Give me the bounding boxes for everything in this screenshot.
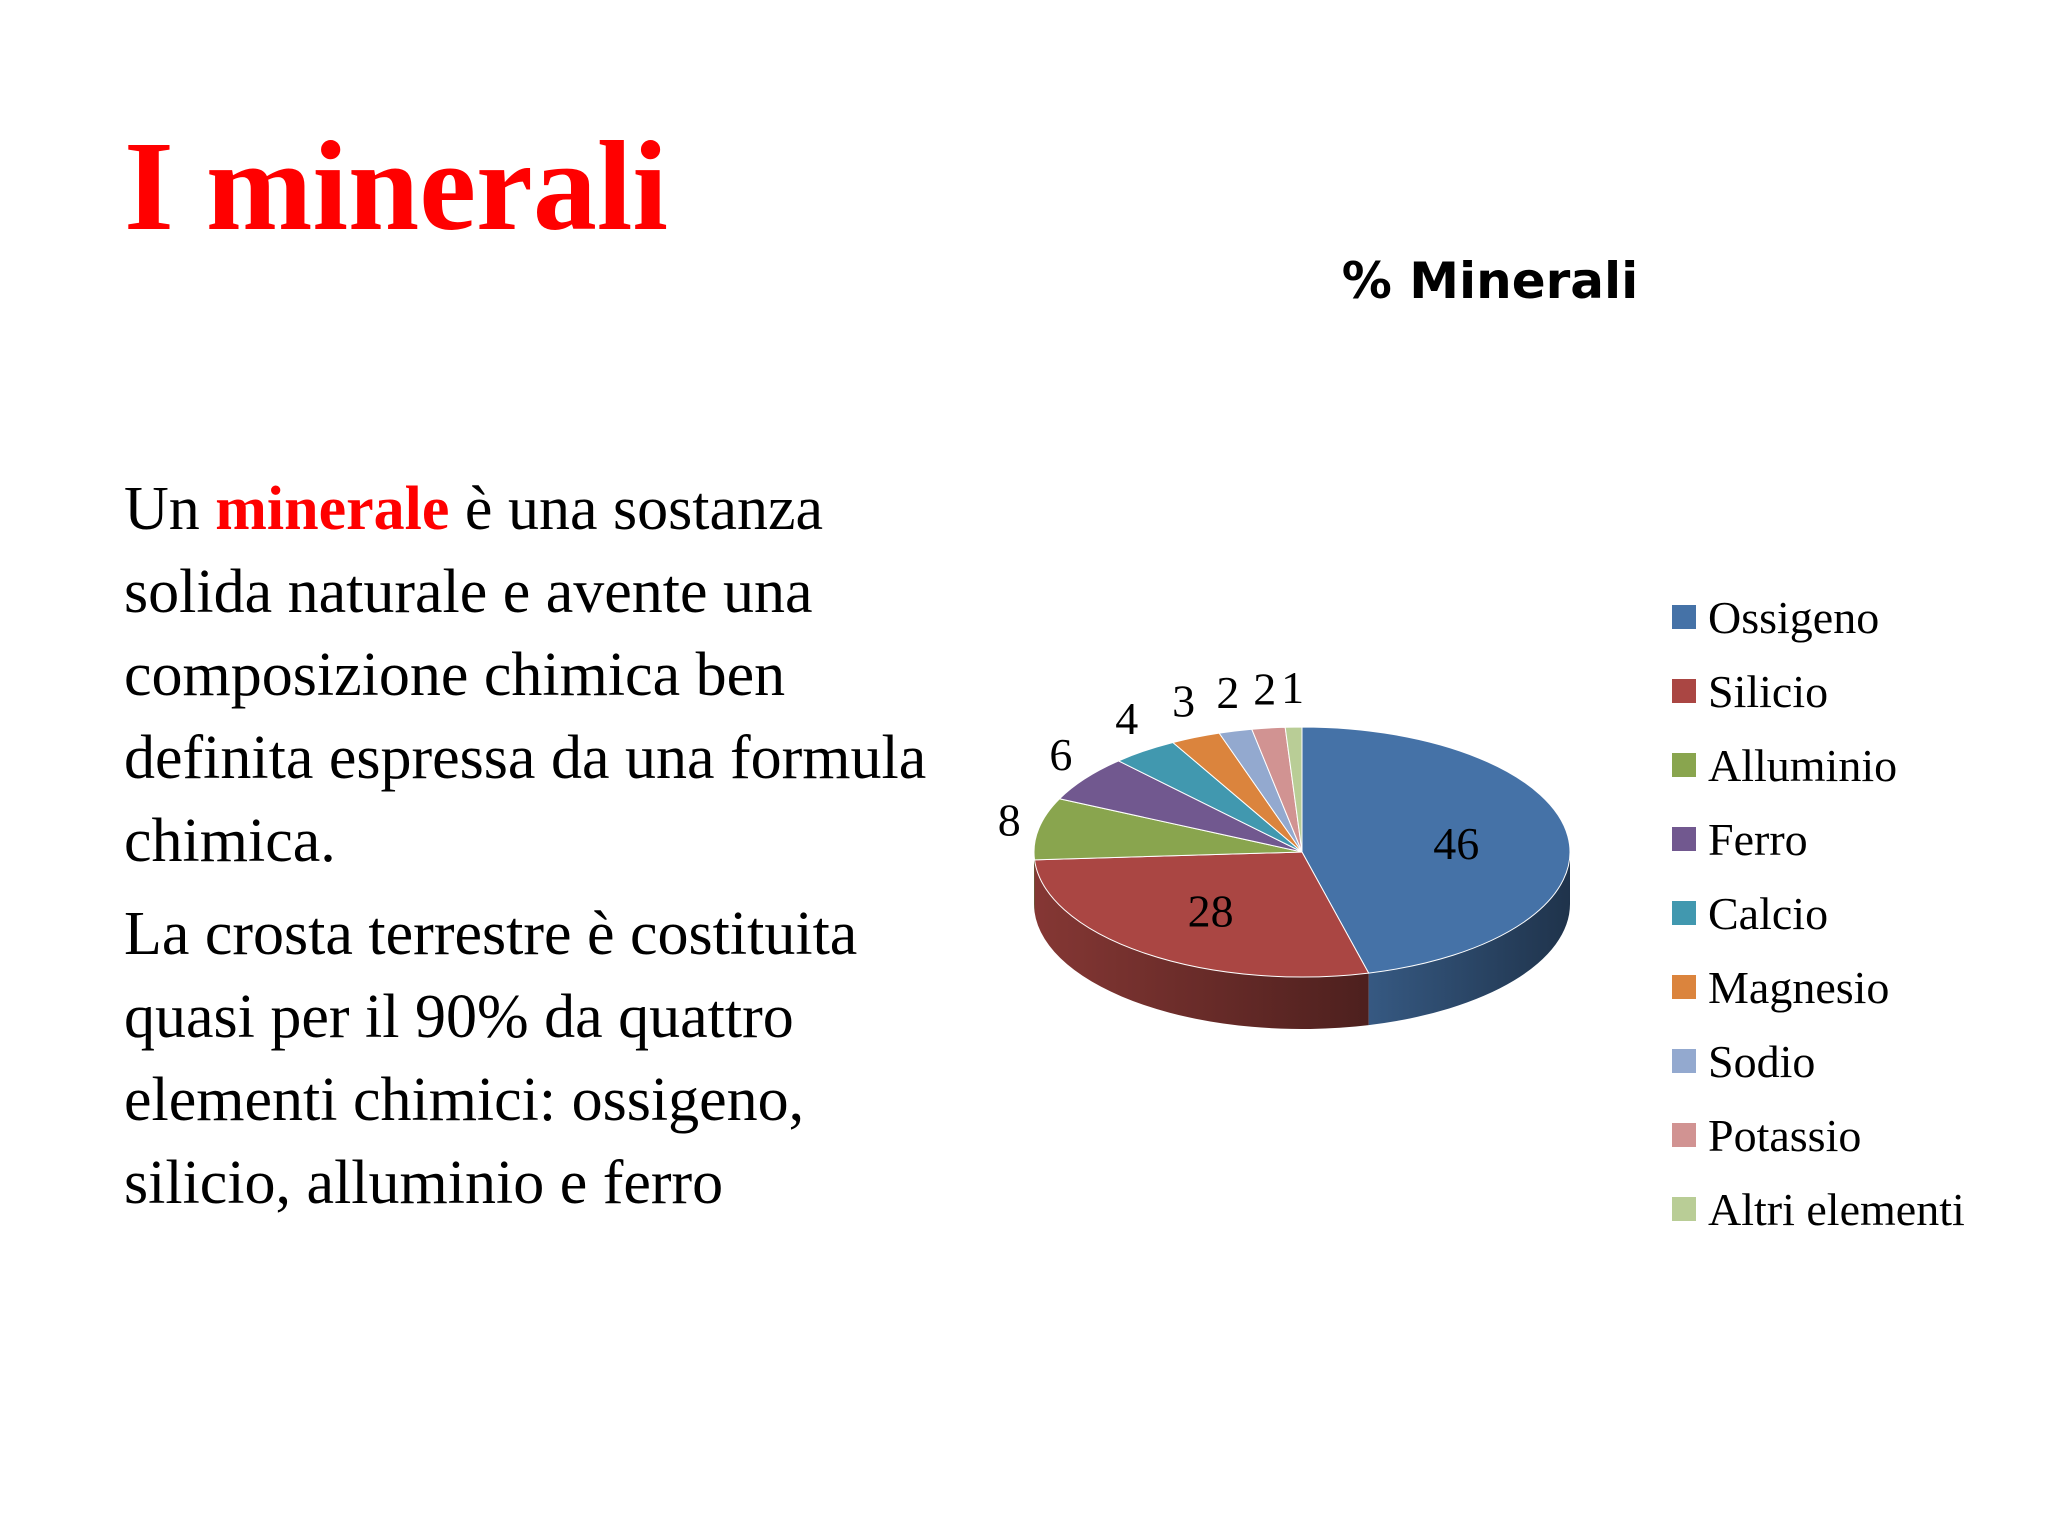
legend-item-calcio	[1672, 876, 1965, 950]
legend-swatch	[1672, 1123, 1696, 1147]
legend-swatch	[1672, 605, 1696, 629]
legend-item-altri-elementi	[1672, 1172, 1965, 1246]
para1-pre: Un	[124, 475, 216, 543]
legend-label: Sodio	[1708, 1035, 1816, 1087]
legend-swatch	[1672, 1197, 1696, 1221]
legend-swatch	[1672, 901, 1696, 925]
legend-item-magnesio	[1672, 950, 1965, 1024]
paragraph-crust: La crosta terrestre è costituita quasi per il 90% da quattro elementi chimici: ossigeno, silicio, alluminio e ferro	[124, 900, 858, 1217]
legend-label: Ossigeno	[1708, 591, 1880, 643]
legend-label: Magnesio	[1708, 961, 1890, 1013]
legend-label: Alluminio	[1708, 739, 1898, 791]
legend-item-ossigeno	[1672, 580, 1965, 654]
legend-swatch	[1672, 827, 1696, 851]
legend-swatch	[1672, 975, 1696, 999]
legend-label: Calcio	[1708, 887, 1829, 939]
legend-item-sodio	[1672, 1024, 1965, 1098]
chart-title: % Minerali	[1341, 252, 1639, 310]
data-label-alluminio: 8	[997, 794, 1021, 846]
legend-label: Altri elementi	[1708, 1183, 1965, 1235]
legend-item-silicio	[1672, 654, 1965, 728]
data-label-calcio: 4	[1115, 693, 1139, 745]
legend-item-alluminio	[1672, 728, 1965, 802]
data-label-ferro: 6	[1049, 729, 1073, 781]
legend-swatch	[1672, 679, 1696, 703]
slide-title: I minerali	[124, 115, 668, 257]
chart-legend	[1672, 580, 1965, 1246]
data-label-sodio: 2	[1216, 667, 1240, 719]
legend-label: Silicio	[1708, 665, 1829, 717]
data-label-altri-elementi: 1	[1281, 662, 1305, 714]
data-label-magnesio: 3	[1172, 675, 1196, 727]
data-label-ossigeno: 46	[1433, 817, 1480, 869]
legend-label: Ferro	[1708, 813, 1808, 865]
legend-item-potassio	[1672, 1098, 1965, 1172]
legend-swatch	[1672, 753, 1696, 777]
para1-post: è una sostanza solida naturale e avente una composizione chimica ben definita espressa da una formula chimica.	[124, 475, 927, 875]
legend-swatch	[1672, 1049, 1696, 1073]
legend-item-ferro	[1672, 802, 1965, 876]
legend-label: Potassio	[1708, 1109, 1862, 1161]
highlight-minerale: minerale	[215, 475, 450, 543]
data-label-potassio: 2	[1253, 663, 1277, 715]
data-label-silicio: 28	[1187, 885, 1234, 937]
